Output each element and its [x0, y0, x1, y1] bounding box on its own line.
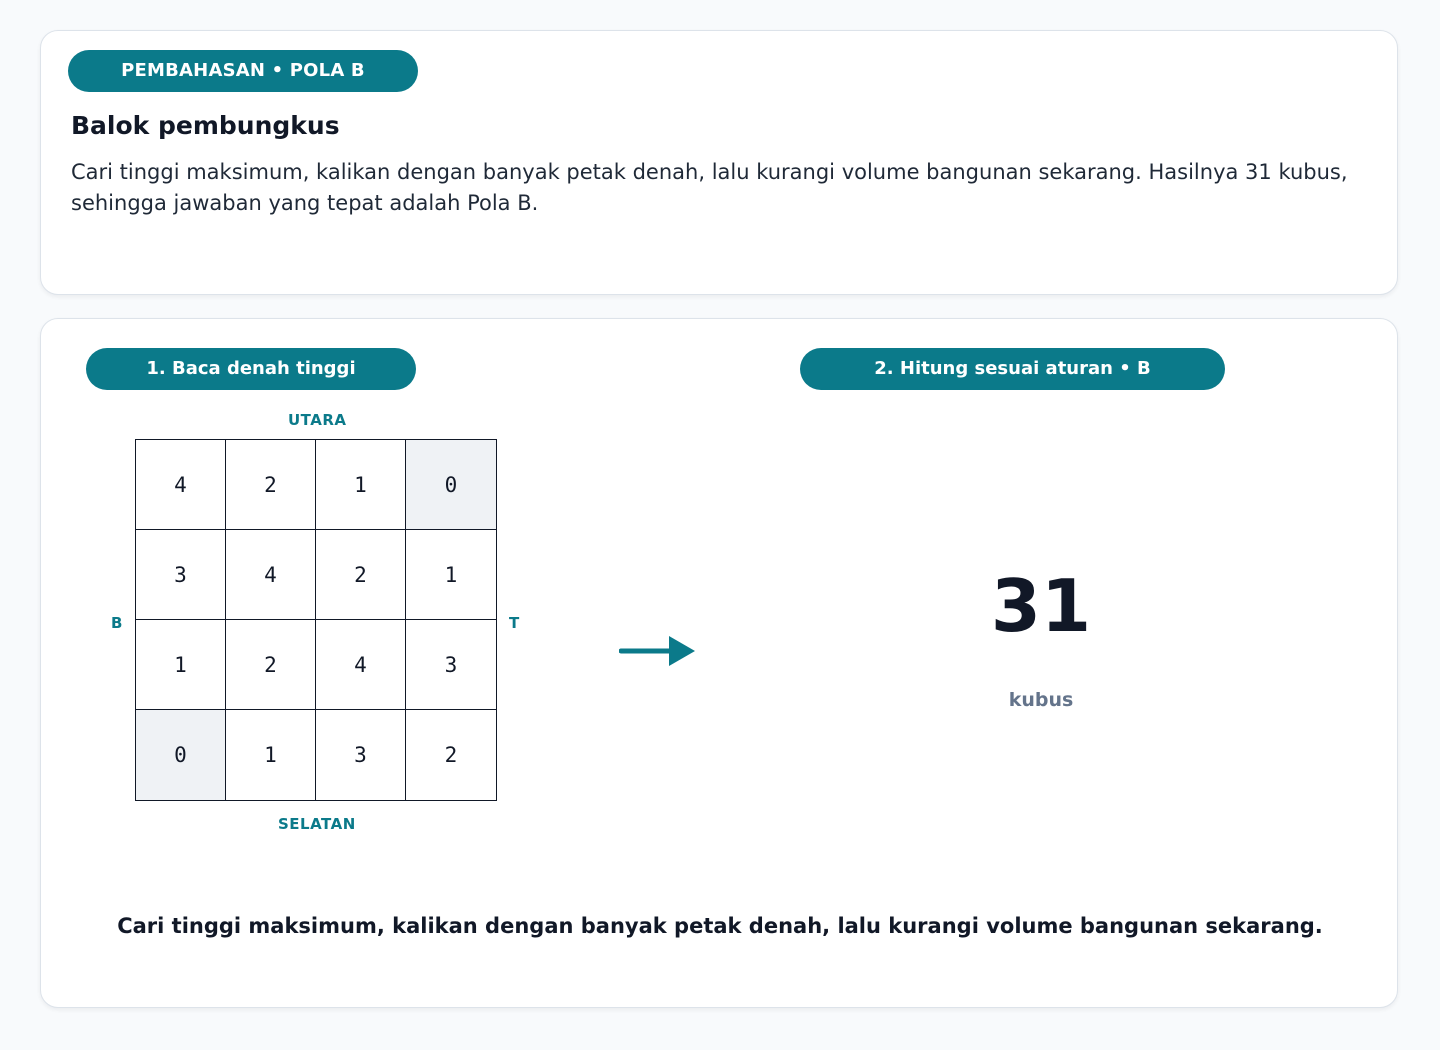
pattern-badge: PEMBAHASAN • POLA B — [68, 50, 418, 92]
height-map-grid — [135, 439, 497, 801]
grid-cell: 3 — [316, 710, 406, 800]
grid-cell: 3 — [136, 530, 226, 620]
grid-cell: 4 — [226, 530, 316, 620]
solution-card — [40, 318, 1398, 1008]
result-value: 31 — [990, 564, 1092, 648]
grid-cell: 1 — [136, 620, 226, 710]
compass-north-label: UTARA — [288, 411, 347, 429]
arrow-right-icon — [619, 634, 697, 668]
grid-cell: 2 — [226, 620, 316, 710]
compass-west-label: B — [111, 614, 123, 632]
grid-cell: 4 — [136, 440, 226, 530]
step1-label: 1. Baca denah tinggi — [86, 348, 416, 390]
grid-cell: 3 — [406, 620, 496, 710]
card-description: Cari tinggi maksimum, kalikan dengan banyak petak denah, lalu kurangi volume bangunan sekarang. Hasilnya 31 kubus, sehingga jawaban yang tepat adalah Pola B. — [71, 160, 1348, 215]
grid-cell: 2 — [316, 530, 406, 620]
grid-cell: 2 — [226, 440, 316, 530]
grid-cell: 1 — [316, 440, 406, 530]
grid-cell: 4 — [316, 620, 406, 710]
summary-text: Cari tinggi maksimum, kalikan dengan banyak petak denah, lalu kurangi volume bangunan sekarang. — [117, 914, 1323, 938]
grid-cell: 2 — [406, 710, 496, 800]
result-unit: kubus — [1008, 689, 1074, 711]
grid-cell: 1 — [226, 710, 316, 800]
step2-label: 2. Hitung sesuai aturan • B — [800, 348, 1225, 390]
explanation-card — [40, 30, 1398, 295]
compass-south-label: SELATAN — [278, 815, 356, 833]
grid-cell: 1 — [406, 530, 496, 620]
grid-cell: 0 — [136, 710, 226, 800]
compass-east-label: T — [509, 614, 520, 632]
card-title: Balok pembungkus — [71, 111, 340, 140]
grid-cell: 0 — [406, 440, 496, 530]
